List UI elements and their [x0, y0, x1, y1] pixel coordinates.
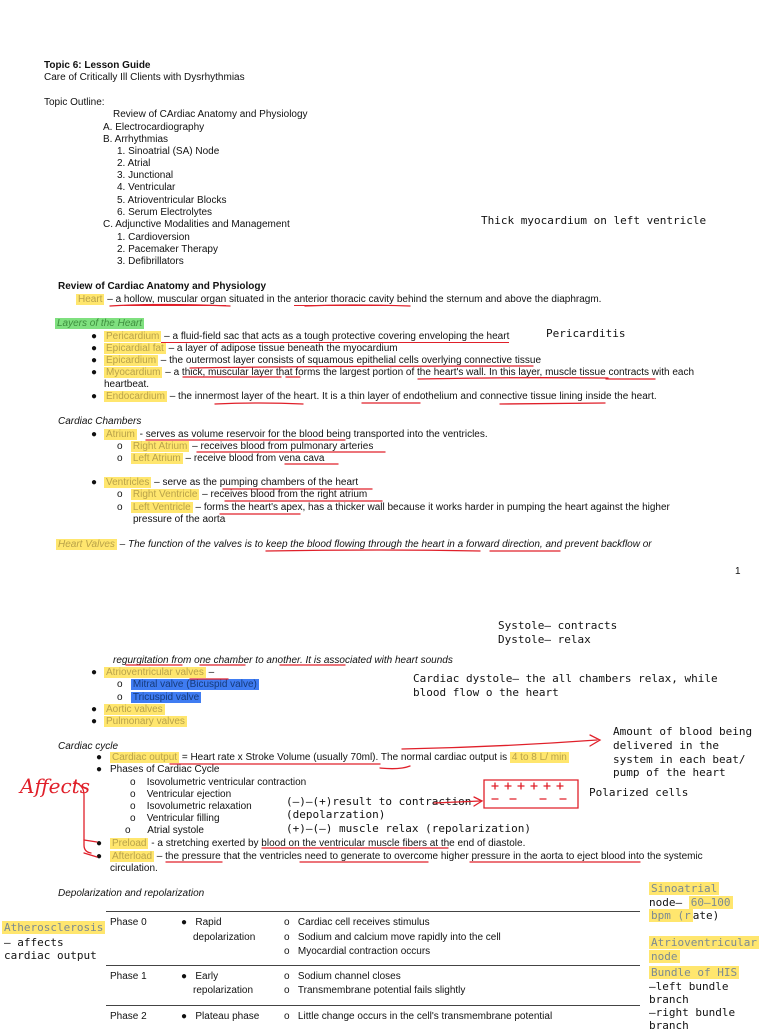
atrium-item: Atrium - serves as volume reservoir for the blood being transported into the ventricles. — [106, 429, 488, 440]
depol-heading: Depolarization and repolarization — [58, 888, 205, 899]
table-divider — [106, 911, 640, 912]
heart-term: Heart — [78, 294, 103, 305]
lesson-subtitle: Care of Critically Ill Clients with Dysrhythmias — [44, 72, 245, 83]
phase-label: Phase 0 — [110, 917, 147, 928]
bullet-icon: ● — [91, 343, 98, 354]
right-atrium-item: o Right Atrium – receives blood from pulmonary arteries — [117, 441, 374, 452]
outline-b-item: 1. Sinoatrial (SA) Node — [117, 146, 220, 157]
ink-underline — [215, 403, 605, 404]
note-amount-4: pump of the heart — [613, 766, 726, 779]
phase-name: ● Plateau phase — [181, 1011, 260, 1022]
note-av-node-2: node — [651, 950, 678, 963]
bullet-icon: ● — [91, 704, 98, 715]
note-contraction-2: (depolarzation) — [286, 808, 386, 821]
phase-detail: o Sodium channel closes — [284, 971, 401, 982]
mitral-valve-item: o Mitral valve (Bicuspid valve) — [117, 679, 257, 690]
note-left-bundle-2: branch — [649, 993, 689, 1006]
note-cardiac-dystole-1: Cardiac dystole– the all chambers relax, while — [413, 672, 718, 685]
phase-detail: o Transmembrane potential fails slightly — [284, 985, 466, 996]
bullet-icon: ● — [96, 851, 103, 862]
left-ventricle-item-cont: pressure of the aorta — [133, 514, 226, 525]
bullet-icon: ● — [91, 667, 98, 678]
outline-c-item: 2. Pacemaker Therapy — [117, 244, 218, 255]
note-av-node: Atrioventricular — [651, 936, 757, 949]
preload-item: Preload - a stretching exerted by blood on the ventricular muscle fibers at the end of diastole. — [112, 838, 526, 849]
ink-plus-signs — [492, 783, 563, 789]
av-valves-item: Atrioventricular valves – — [106, 667, 215, 678]
phase-name-cont: depolarization — [193, 932, 256, 943]
bullet-icon: ● — [91, 429, 98, 440]
bullet-icon: ● — [96, 838, 103, 849]
bullet-icon: ● — [91, 716, 98, 727]
phase-detail: o Cardiac cell receives stimulus — [284, 917, 430, 928]
phase-item: o Ventricular filling — [130, 813, 220, 824]
note-athero-output: cardiac output — [4, 949, 97, 962]
ventricles-item: Ventricles – serve as the pumping chambers of the heart — [106, 477, 359, 488]
outline-b-item: 3. Junctional — [117, 170, 174, 181]
note-affects: Affects — [20, 774, 90, 798]
afterload-item-cont: circulation. — [110, 863, 158, 874]
left-ventricle-item: o Left Ventricle – forms the heart's apex, has a thicker wall because it works harder in pumping the heart against the higher — [117, 502, 670, 513]
left-atrium-item: o Left Atrium – receive blood from vena cava — [117, 453, 325, 464]
phase-item: o Isovolumetric relaxation — [130, 801, 252, 812]
note-polarized: Polarized cells — [589, 786, 689, 799]
phase-detail: o Myocardial contraction occurs — [284, 946, 431, 957]
epicardium-item: Epicardium – the outermost layer consists of squamous epithelial cells overlying connective tissue — [106, 355, 541, 366]
note-contraction-1: (–)–(+)result to contraction — [286, 795, 472, 808]
ink-arrow — [402, 740, 597, 749]
phase-label: Phase 2 — [110, 1011, 147, 1022]
phase-item: o Isovolumetric ventricular contraction — [130, 777, 307, 788]
lesson-title: Topic 6: Lesson Guide — [44, 60, 151, 71]
bullet-icon: ● — [96, 764, 103, 775]
table-divider — [106, 965, 640, 966]
outline-c-item: 3. Defibrillators — [117, 256, 184, 267]
note-thick-myocardium: Thick myocardium on left ventricle — [481, 214, 707, 227]
note-systole: Systole– contracts — [498, 619, 618, 632]
note-right-bundle: –right bundle — [649, 1006, 736, 1019]
bullet-icon: ● — [91, 331, 98, 342]
aortic-valves-item: Aortic valves — [106, 704, 163, 715]
phase-detail: o Sodium and calcium move rapidly into the cell — [284, 932, 501, 943]
tricuspid-valve-item: o Tricuspid valve — [117, 692, 200, 703]
outline-b-item: 5. Atrioventricular Blocks — [117, 195, 227, 206]
phase-name-cont: repolarization — [193, 985, 254, 996]
bullet-icon: ● — [91, 477, 98, 488]
note-dystole: Dystole– relax — [498, 633, 591, 646]
note-atherosclerosis: Atherosclerosis — [4, 921, 104, 934]
myocardium-item-cont: heartbeat. — [104, 379, 150, 390]
phase-detail: o Little change occurs in the cell's transmembrane potential — [284, 1011, 553, 1022]
phase-label: Phase 1 — [110, 971, 147, 982]
note-amount-3: system in each beat/ — [613, 753, 746, 766]
heart-definition: Heart – a hollow, muscular organ situated in the anterior thoracic cavity behind the sternum and above the diaphragm. — [78, 294, 602, 305]
note-pericarditis: Pericarditis — [546, 327, 626, 340]
myocardium-item: Myocardium – a thick, muscular layer that forms the largest portion of the heart's wall. In this layer, muscle tissue contracts with each — [106, 367, 695, 378]
phase-name: ● Rapid — [181, 917, 222, 928]
note-cardiac-dystole-2: blood flow o the heart — [413, 686, 559, 699]
outline-b: B. Arrhythmias — [103, 134, 169, 145]
page-number: 1 — [735, 566, 741, 577]
note-sinoatrial: Sinoatrial — [651, 882, 718, 895]
right-ventricle-item: o Right Ventricle – receives blood from the right atrium — [117, 489, 368, 500]
outline-b-item: 4. Ventricular — [117, 182, 176, 193]
outline-c: C. Adjunctive Modalities and Management — [103, 219, 290, 230]
bullet-icon: ● — [91, 391, 98, 402]
ink-underline — [380, 766, 410, 769]
outline-b-item: 2. Atrial — [117, 158, 151, 169]
outline-review: Review of CArdiac Anatomy and Physiology — [113, 109, 308, 120]
bullet-icon: ● — [91, 367, 98, 378]
afterload-item: Afterload – the pressure that the ventricles need to generate to overcome higher pressure in the aorta to eject blood into the systemic — [112, 851, 703, 862]
ink-arrowhead — [590, 735, 600, 746]
epicardial-fat-item: Epicardial fat – a layer of adipose tissue beneath the myocardium — [106, 343, 398, 354]
phase-item: o Ventricular ejection — [130, 789, 232, 800]
outline-c-item: 1. Cardioversion — [117, 232, 190, 243]
note-amount-1: Amount of blood being — [613, 725, 753, 738]
outline-label: Topic Outline: — [44, 97, 105, 108]
note-sa-bpm: bpm (r ate) — [651, 909, 720, 922]
ink-arrowhead — [474, 797, 482, 806]
layers-heading: Layers of the Heart — [57, 318, 143, 329]
bullet-icon: ● — [96, 752, 103, 763]
phase-name: ● Early — [181, 971, 219, 982]
endocardium-item: Endocardium – the innermost layer of the heart. It is a thin layer of endothelium and connective tissue lining inside the heart. — [106, 391, 657, 402]
note-sa-node: node– 60–100 — [649, 896, 731, 909]
heart-valves-item: Heart Valves – The function of the valves is to keep the blood flowing through the heart in a forward direction, and prevent backflow or — [58, 539, 652, 550]
phases-label: Phases of Cardiac Cycle — [110, 764, 220, 775]
outline-a: A. Electrocardiography — [103, 122, 205, 133]
regurgitation-text: regurgitation from one chamber to another. It is associated with heart sounds — [113, 655, 453, 666]
bullet-icon: ● — [91, 355, 98, 366]
note-right-bundle-2: branch — [649, 1019, 689, 1032]
note-his: Bundle of HIS — [651, 966, 738, 979]
pulmonary-valves-item: Pulmonary valves — [106, 716, 185, 727]
note-left-bundle: –left bundle — [649, 980, 729, 993]
outline-b-item: 6. Serum Electrolytes — [117, 207, 213, 218]
cardiac-cycle-heading: Cardiac cycle — [58, 741, 119, 752]
note-athero-affects: – affects — [4, 936, 64, 949]
note-contraction-3: (+)–(–) muscle relax (repolarization) — [286, 822, 532, 835]
phase-item: o Atrial systole — [125, 825, 204, 836]
pericardium-item: Pericardium – a fluid-field sac that acts as a tough protective covering enveloping the heart — [106, 331, 510, 342]
cardiac-output-item: Cardiac output = Heart rate x Stroke Volume (usually 70ml). The normal cardiac output is 4 to 8 L/ min — [112, 752, 567, 763]
table-divider — [106, 1005, 640, 1006]
chambers-heading: Cardiac Chambers — [58, 416, 142, 427]
review-heading: Review of Cardiac Anatomy and Physiology — [58, 281, 267, 292]
note-amount-2: delivered in the — [613, 739, 719, 752]
ink-cell-box — [484, 780, 578, 808]
